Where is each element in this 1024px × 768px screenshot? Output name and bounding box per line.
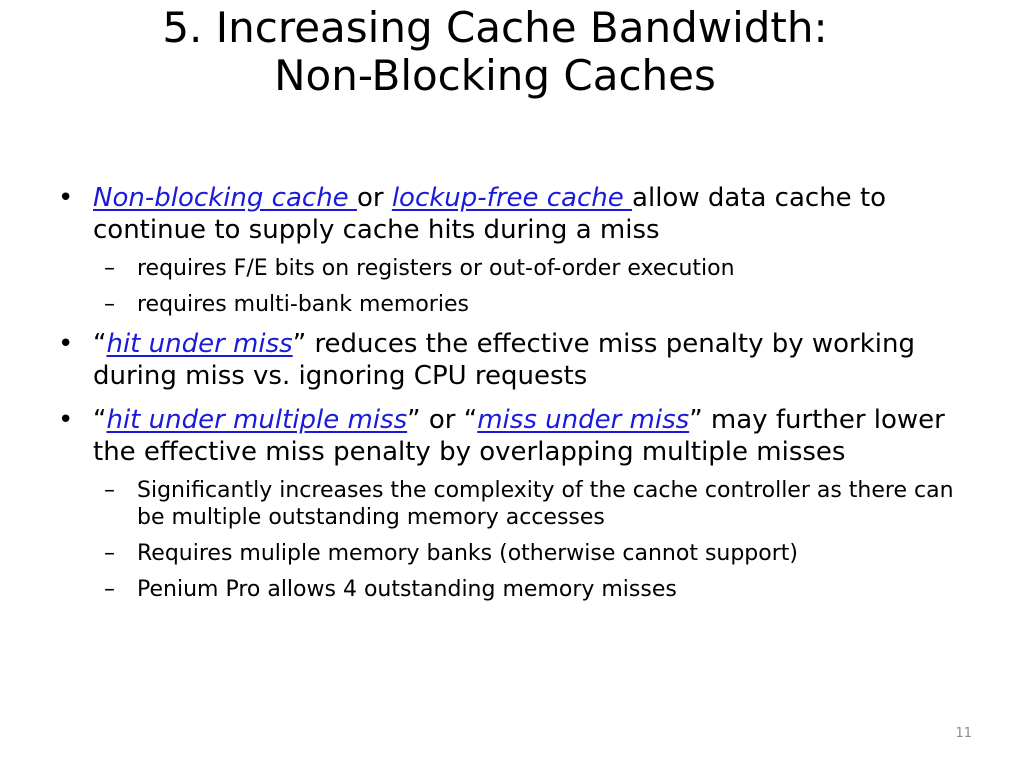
bullet-text: ” reduces the effective miss penalty by working during miss vs. ignoring CPU requests (93, 329, 916, 391)
link-lockup-free-cache[interactable]: lockup-free cache (391, 183, 633, 213)
sub-bullet-text: Penium Pro allows 4 outstanding memory misses (137, 577, 677, 602)
sub-bullet-marker: – (104, 256, 115, 281)
bullet-text: allow data cache to continue to supply cache hits during a miss (93, 183, 887, 245)
slide-title (0, 4, 990, 100)
sub-bullet-marker: – (104, 292, 115, 317)
link-miss-under-miss[interactable]: miss under miss (477, 405, 690, 435)
sub-bullet-memory-banks (56, 540, 986, 567)
bullet-text: ” or “ (407, 405, 478, 435)
sub-bullet-fe-bits (56, 255, 986, 282)
bullet-marker: • (58, 329, 74, 359)
page-number: 11 (955, 726, 972, 741)
sub-bullet-marker: – (104, 577, 115, 602)
sub-bullet-text: Requires muliple memory banks (otherwise cannot support) (137, 541, 798, 566)
bullet-hit-under-multiple-miss (56, 404, 986, 468)
sub-bullet-text: requires F/E bits on registers or out-of-order execution (137, 256, 735, 281)
bullet-non-blocking-cache (56, 182, 986, 246)
title-line-1: 5. Increasing Cache Bandwidth: (162, 3, 828, 52)
link-hit-under-miss[interactable]: hit under miss (106, 329, 293, 359)
sub-bullet-pentium-pro (56, 576, 986, 603)
link-hit-under-multiple-miss[interactable]: hit under multiple miss (106, 405, 408, 435)
sub-bullet-text: requires multi-bank memories (137, 292, 469, 317)
bullet-list (56, 182, 986, 609)
bullet-hit-under-miss (56, 328, 986, 392)
bullet-text: ” may further lower the effective miss penalty by overlapping multiple misses (93, 405, 945, 467)
sub-bullet-complexity (56, 477, 986, 531)
bullet-marker: • (58, 405, 74, 435)
sub-bullet-text: Significantly increases the complexity of the cache controller as there can be multiple outstanding memory accesses (137, 478, 954, 530)
bullet-text: or (356, 183, 392, 213)
link-non-blocking-cache[interactable]: Non-blocking cache (93, 183, 357, 213)
bullet-text: “ (93, 329, 107, 359)
sub-bullet-marker: – (104, 478, 115, 503)
title-line-2: Non-Blocking Caches (274, 51, 716, 100)
bullet-marker: • (58, 183, 74, 213)
bullet-text: “ (93, 405, 107, 435)
sub-bullet-multi-bank (56, 291, 986, 318)
sub-bullet-marker: – (104, 541, 115, 566)
